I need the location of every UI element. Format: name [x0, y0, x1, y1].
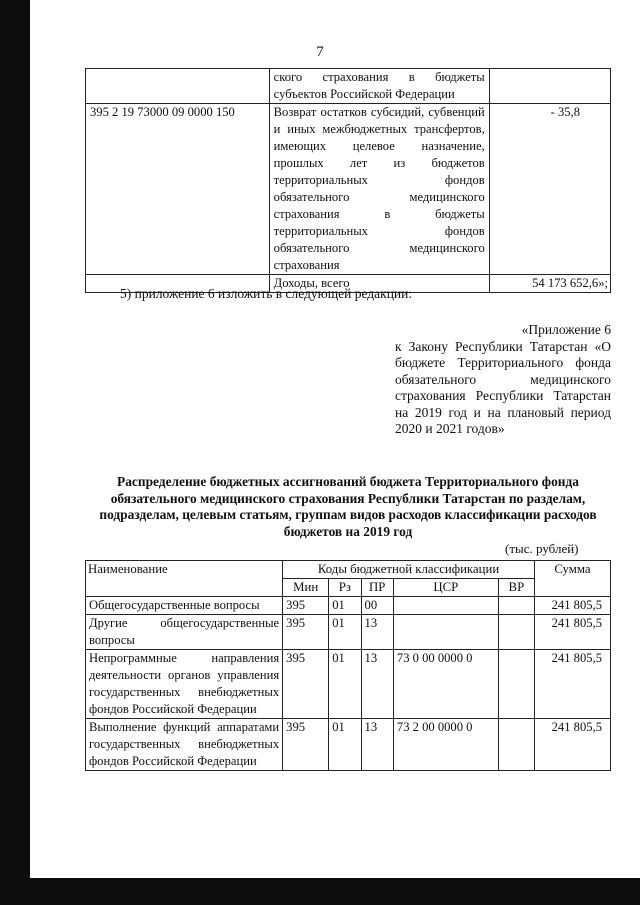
header-csr: ЦСР — [393, 579, 498, 597]
row-name: Выполнение функций аппаратами государственных внебюджетных фондов Российской Федерации — [86, 719, 283, 771]
income-description: Возврат остатков субсидий, субвенций и иных межбюджетных трансфертов, имеющих целевое назначение, прошлых лет из бюджетов территориальных фондов обязательного медицинского страхования в бюджеты территориальных фондов обязательного медицинского страхования — [269, 104, 489, 275]
row-csr — [393, 597, 498, 615]
appendix-title: «Приложение 6 — [521, 322, 611, 337]
header-vr: ВР — [498, 579, 534, 597]
row-vr — [498, 597, 534, 615]
row-name: Другие общегосударственные вопросы — [86, 615, 283, 650]
header-sum: Сумма — [534, 561, 610, 597]
row-min: 395 — [283, 615, 329, 650]
appendix-body: к Закону Республики Татарстан «О бюджете Территориального фонда обязательного медицинского страхования Республики Татарстан на 2019 год и на плановый период 2020 и 2021 годов» — [395, 338, 611, 436]
income-code: 395 2 19 73000 09 0000 150 — [86, 104, 270, 275]
row-sum: 241 805,5 — [534, 615, 610, 650]
row-name: Непрограммные направления деятельности органов управления государственных внебюджетных фондов Российской Федерации — [86, 650, 283, 719]
row-rz: 01 — [329, 719, 361, 771]
row-rz: 01 — [329, 650, 361, 719]
row-vr — [498, 615, 534, 650]
row-vr — [498, 650, 534, 719]
income-description: ского страхования в бюджеты субъектов Российской Федерации — [269, 69, 489, 104]
row-sum: 241 805,5 — [534, 719, 610, 771]
table-header-row — [86, 561, 611, 579]
table-row — [86, 104, 611, 275]
income-table-continuation — [85, 68, 611, 293]
row-min: 395 — [283, 650, 329, 719]
row-pr: 00 — [361, 597, 393, 615]
income-code — [86, 69, 270, 104]
income-amount: - 35,8 — [489, 104, 610, 275]
row-csr: 73 2 00 0000 0 — [393, 719, 498, 771]
scan-edge-bottom — [0, 878, 640, 905]
table-row — [86, 597, 611, 615]
row-rz: 01 — [329, 615, 361, 650]
table-row — [86, 650, 611, 719]
header-min: Мин — [283, 579, 329, 597]
header-rz: Рз — [329, 579, 361, 597]
row-rz: 01 — [329, 597, 361, 615]
table-row — [86, 615, 611, 650]
income-total-amount: 54 173 652,6»; — [489, 275, 610, 293]
page-number: 7 — [316, 44, 324, 60]
units-label: (тыс. рублей) — [505, 541, 579, 556]
row-vr — [498, 719, 534, 771]
row-name: Общегосударственные вопросы — [86, 597, 283, 615]
amendment-line: 5) приложение 6 изложить в следующей редакции: — [120, 286, 413, 301]
row-csr — [393, 615, 498, 650]
row-min: 395 — [283, 719, 329, 771]
row-csr: 73 0 00 0000 0 — [393, 650, 498, 719]
budget-allocation-table — [85, 560, 611, 771]
row-pr: 13 — [361, 650, 393, 719]
header-pr: ПР — [361, 579, 393, 597]
scan-edge-left — [0, 0, 30, 905]
row-sum: 241 805,5 — [534, 597, 610, 615]
section-title: Распределение бюджетных ассигнований бюджета Территориального фонда обязательного медицинского страхования Республики Татарстан по разделам, подразделам, целевым статьям, группам видов расходов классификации расходов бюджетов на 2019 год — [99, 474, 597, 539]
header-name: Наименование — [86, 561, 283, 597]
table-row — [86, 69, 611, 104]
row-pr: 13 — [361, 719, 393, 771]
appendix-header — [395, 322, 611, 438]
row-sum: 241 805,5 — [534, 650, 610, 719]
income-amount — [489, 69, 610, 104]
header-codes-group: Коды бюджетной классификации — [283, 561, 535, 579]
income-description: Доходы, всего — [269, 275, 489, 293]
table-row — [86, 719, 611, 771]
row-min: 395 — [283, 597, 329, 615]
row-pr: 13 — [361, 615, 393, 650]
